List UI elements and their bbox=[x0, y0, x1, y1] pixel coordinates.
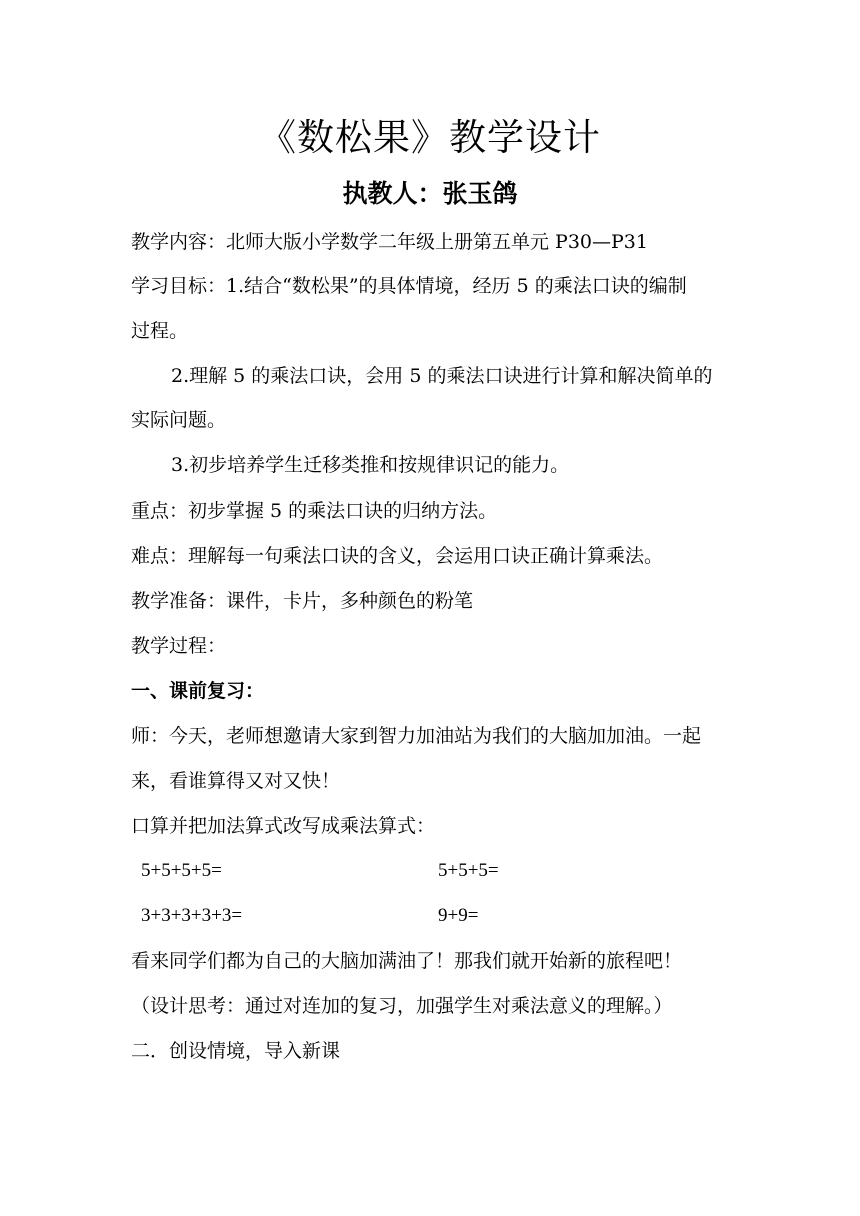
learning-goal-2: 2.理解 5 的乘法口诀，会用 5 的乘法口诀进行计算和解决简单的 bbox=[171, 365, 713, 387]
exercise-item: 5+5+5+5= bbox=[141, 860, 222, 881]
key-point-line: 重点：初步掌握 5 的乘法口诀的归纳方法。 bbox=[131, 500, 498, 522]
exercise-item: 3+3+3+3+3= bbox=[141, 905, 243, 926]
design-note: （设计思考：通过对连加的复习，加强学生对乘法意义的理解。） bbox=[131, 995, 673, 1017]
exercise-item: 9+9= bbox=[438, 905, 479, 926]
teacher-line-continued: 来，看谁算得又对又快！ bbox=[131, 770, 341, 792]
teacher-line: 师：今天，老师想邀请大家到智力加油站为我们的大脑加加油。一起 bbox=[131, 725, 702, 747]
section-1-heading: 一、课前复习： bbox=[131, 680, 265, 702]
closing-line: 看来同学们都为自己的大脑加满油了！那我们就开始新的旅程吧！ bbox=[131, 950, 683, 972]
learning-goal-3: 3.初步培养学生迁移类推和按规律识记的能力。 bbox=[171, 454, 570, 476]
author-line: 执教人：张玉鸽 bbox=[342, 179, 518, 208]
learning-goal-2-continued: 实际问题。 bbox=[131, 409, 227, 431]
section-2-heading: 二．创设情境，导入新课 bbox=[131, 1040, 341, 1062]
exercise-instruction: 口算并把加法算式改写成乘法算式： bbox=[131, 815, 436, 837]
learning-goal-1-continued: 过程。 bbox=[131, 320, 189, 342]
process-heading: 教学过程： bbox=[131, 635, 227, 657]
exercise-item: 5+5+5= bbox=[438, 860, 499, 881]
difficulty-line: 难点：理解每一句乘法口诀的含义，会运用口诀正确计算乘法。 bbox=[131, 545, 664, 567]
learning-goal-1: 学习目标：1.结合“数松果”的具体情境，经历 5 的乘法口诀的编制 bbox=[131, 275, 687, 297]
teaching-content-line: 教学内容：北师大版小学数学二年级上册第五单元 P30—P31 bbox=[131, 231, 648, 253]
document-title: 《数松果》教学设计 bbox=[259, 116, 601, 159]
preparation-line: 教学准备：课件，卡片，多种颜色的粉笔 bbox=[131, 590, 474, 612]
